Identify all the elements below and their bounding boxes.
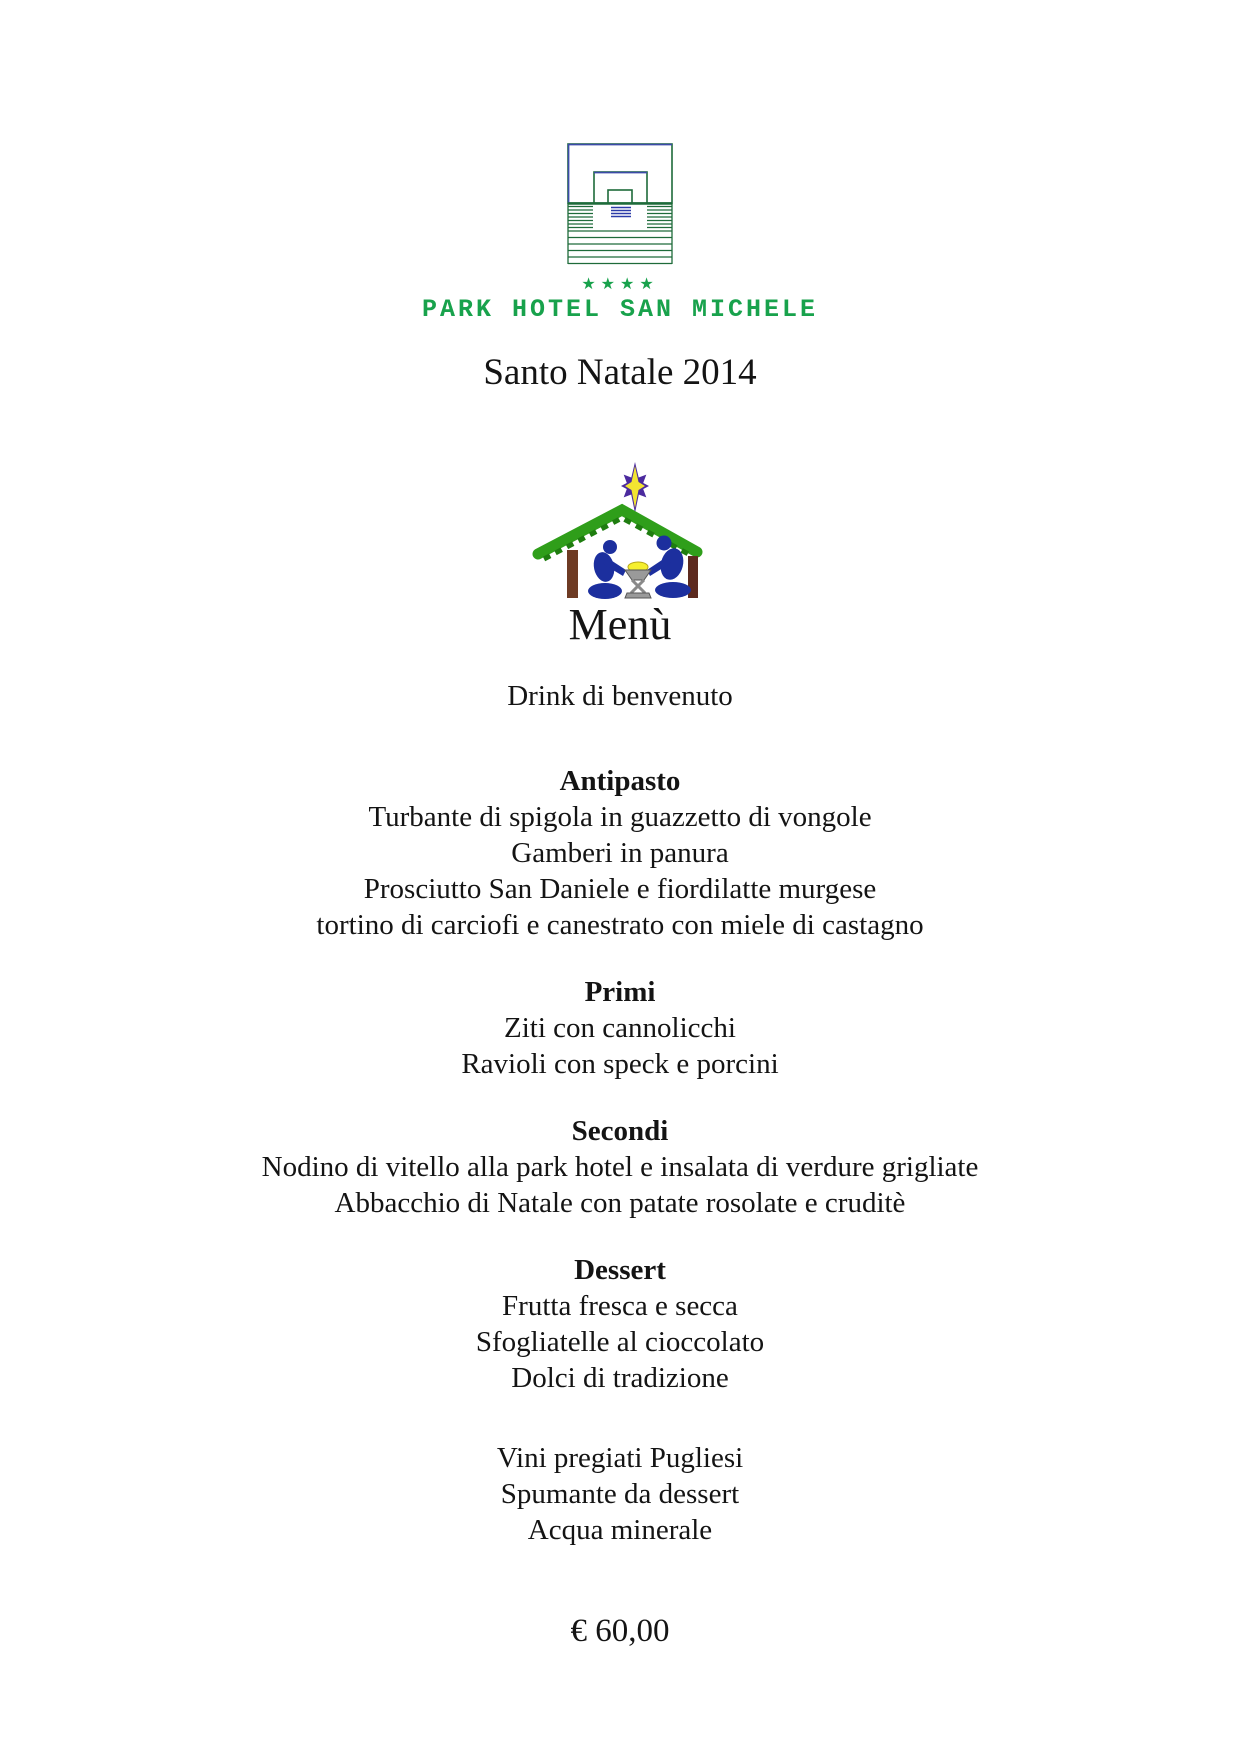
nativity-icon [530,460,710,600]
section-secondi [0,1113,1240,1221]
menu-item: Prosciutto San Daniele e fiordilatte murgese [363,873,877,905]
section-beverages [0,1440,1240,1548]
menu-item: Spumante da dessert [500,1478,740,1510]
menu-item: Frutta fresca e secca [502,1290,738,1322]
menu-item: Nodino di vitello alla park hotel e insalata di verdure grigliate [261,1151,979,1183]
menu-item: Dolci di tradizione [511,1362,729,1394]
section-title: Secondi [571,1115,669,1147]
menu-item: Turbante di spigola in guazzetto di vongole [368,801,872,833]
section-title: Primi [584,976,656,1008]
section-dessert [0,1252,1240,1396]
page-title: Santo Natale 2014 [483,352,757,393]
menu-item: Abbacchio di Natale con patate rosolate e cruditè [334,1187,906,1219]
menu-item: tortino di carciofi e canestrato con miele di castagno [316,909,924,941]
section-primi [0,974,1240,1082]
hotel-building-icon [567,143,673,267]
menu-item: Ziti con cannolicchi [504,1012,736,1044]
menu-heading: Menù [568,600,672,649]
menu-price: € 60,00 [570,1613,670,1649]
menu-item: Acqua minerale [527,1514,713,1546]
hotel-name: PARK HOTEL SAN MICHELE [421,295,819,324]
hotel-logo [0,143,1240,267]
manger-icon [625,562,651,598]
menu-item: Sfogliatelle al cioccolato [475,1326,765,1358]
menu-item: Ravioli con speck e porcini [461,1048,779,1080]
nativity-scene-image [0,460,1240,600]
section-antipasto [0,763,1240,943]
four-stars-rating: ★★★★ [581,274,659,293]
mary-silhouette [588,540,626,599]
menu-item: Vini pregiati Pugliesi [496,1442,744,1474]
welcome-drink-line: Drink di benvenuto [507,680,733,712]
menu-item: Gamberi in panura [511,837,729,869]
section-title: Antipasto [559,765,681,797]
section-title: Dessert [574,1254,666,1286]
